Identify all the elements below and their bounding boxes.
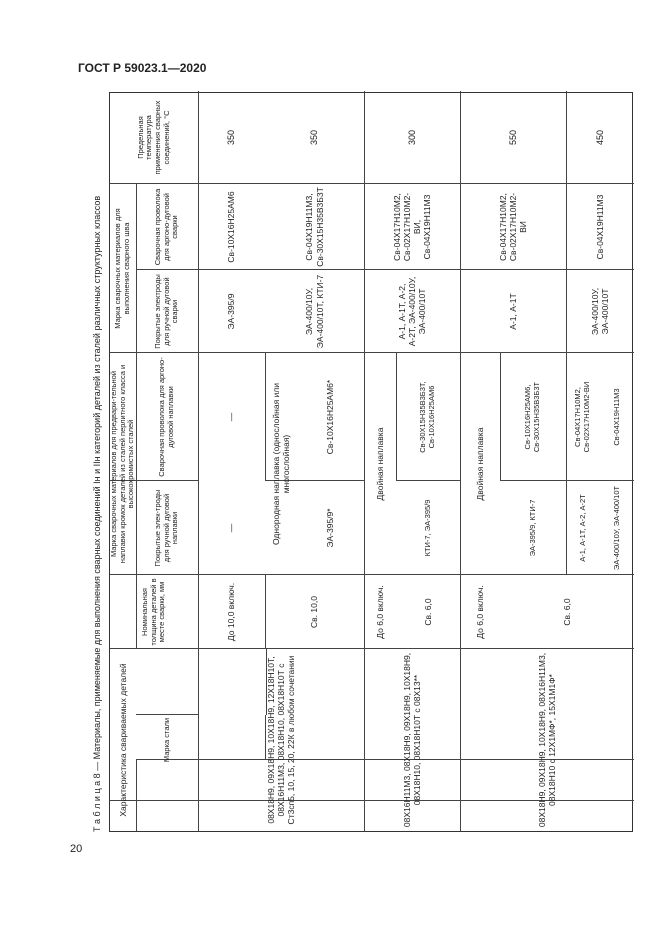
group3-temp-a: 550 (507, 129, 518, 146)
header-steel-grade: Марка стали (161, 717, 171, 763)
group3-clad-wire-2b: Св-04Х19Н11М3 (611, 388, 621, 446)
group3-weld-wire-b: Св-04Х19Н11М3 (594, 194, 605, 260)
group2-clad-wire-1: Св-30Х15Н35В3Б3Т, Св-10Х16Н25АМ6 (418, 381, 436, 453)
group2-clad-note: Двойная наплавка (374, 427, 385, 501)
group3-thickness-b: Св. 6,0 (561, 598, 572, 626)
group3-weld-wire-a: Св-04Х17Н10М2, Св-02Х17Н10М2-ВИ (497, 192, 529, 262)
group1-weld-el-b: ЭА-400/10У, ЭА-400/10Т, КТИ-7 (304, 274, 325, 349)
header-weld-wire: Сварочная проволока для аргоно-дуговой сварки (153, 188, 180, 266)
header-weld-electrodes: Покрытые электроды для ручной дуговой сварки (153, 274, 180, 349)
group3-clad-wire-1: Св-10Х16Н25АМ6, Св-30Х15Н35В3Б3Т (523, 381, 541, 453)
group3-weld-el-a: А-1, А-1Т (507, 293, 518, 330)
group1-weld-el-a: ЭА-395/9 (226, 293, 237, 330)
group2-clad-el-1: КТИ-7, ЭА-395/9 (422, 499, 432, 557)
group1-temp-a: 350 (226, 129, 237, 146)
group1-clad-note: Однородная наплавка (однослойная или многослойная) (270, 383, 291, 546)
group1-temp-b: 350 (309, 129, 320, 146)
group3-temp-b: 450 (594, 129, 605, 146)
materials-table (109, 92, 633, 832)
group1-weld-wire-b: Св-04Х19Н11М3, Св-30Х15Н35В3Б3Т (304, 187, 325, 267)
group1-thickness-a: До 10,0 включ. (226, 582, 237, 642)
group1-weld-wire-a: Св-10Х16Н25АМ6 (226, 191, 237, 263)
group3-weld-el-b: ЭА-400/10У, ЭА-400/10Т (589, 287, 610, 336)
group3-clad-el-1: ЭА-395/9, КТИ-7 (527, 499, 537, 557)
table-caption: Т а б л и ц а 8 — Материалы, применяемые для выполнения сварных соединений Iн и IIн категорий деталей из сталей различных структурных классов (92, 195, 102, 832)
group1-thickness-b: Св. 10,0 (309, 596, 320, 628)
group1-clad-wire-b: Св-10Х16Н25АМ6* (325, 379, 336, 455)
header-thickness: Номинальная толщина деталей в месте сварки, мм (140, 578, 167, 646)
group2-weld-wire: Св-04Х17Н10М2, Св-02Х17Н10М2-ВИ, Св-04Х19Н11М3 (391, 192, 433, 262)
header-cladding-electrodes: Покрытые элек-троды для ручной дуговой наплавки (153, 489, 180, 567)
header-cladding-group: Марка сварочных материалов для предвари-тельной наплавки кромок деталей из сталей перлитного класса и высокохромистых сталей (109, 364, 136, 564)
group3-steel: 08Х18Н9, 09Х18Н9, 10Х18Н9, 08Х16Н11М3, 08Х18Н10 с 12Х1МФ*, 15Х1М1Ф* (536, 652, 557, 828)
header-temperature: Предельная температура применения сварных соединений, °С (135, 100, 171, 175)
standard-header: ГОСТ Р 59023.1—2020 (78, 61, 207, 75)
group1-clad-el-a: — (226, 523, 237, 533)
group1-clad-el-b: ЭА-395/9* (325, 508, 336, 548)
group1-clad-wire-a: — (226, 412, 237, 422)
header-cladding-wire: Сварочная проволока для аргоно-дуговой наплавки (157, 357, 175, 477)
group2-temp: 300 (406, 129, 417, 146)
group1-steel: 08Х18Н9, 09Х18Н9, 10Х18Н9, 12Х18Н10Т, 08Х16Н11М3, 08Х18Н10, 08Х18Н10Т с Ст3сп5, 10, 15, 20, 22К в любом сочетании (265, 655, 297, 825)
header-weld-group: Марка сварочных материалов для выполнения сварного шва (113, 208, 131, 329)
group3-thickness-a: До 6,0 включ. (474, 585, 485, 639)
group2-steel: 08Х16Н11М3, 08Х18Н9, 09Х18Н9, 10Х18Н9, 08Х18Н10, 08Х18Н10Т с 08Х13** (401, 652, 422, 828)
page-number: 20 (70, 843, 83, 855)
group2-weld-el: А-1, А-1Т, А-2, А-2Т, ЭА-400/10У, ЭА-400/10Т (396, 276, 428, 347)
group2-thickness-a: До 6,0 включ. (374, 585, 385, 639)
group3-clad-el-2b: ЭА-400/10У, ЭА-400/10Т (611, 485, 621, 571)
header-characteristics: Характеристика свариваемых деталей (117, 663, 128, 817)
rotated-table-block (85, 92, 633, 832)
group3-clad-note: Двойная наплавка (474, 427, 485, 501)
group3-clad-wire-2a: Св-04Х17Н10М2, Св-02Х17Н10М2-ВИ (573, 381, 591, 453)
group3-clad-el-2a: А-1, А-1Т, А-2, А-2Т (577, 494, 587, 562)
group2-thickness-b: Св. 6,0 (422, 598, 433, 626)
